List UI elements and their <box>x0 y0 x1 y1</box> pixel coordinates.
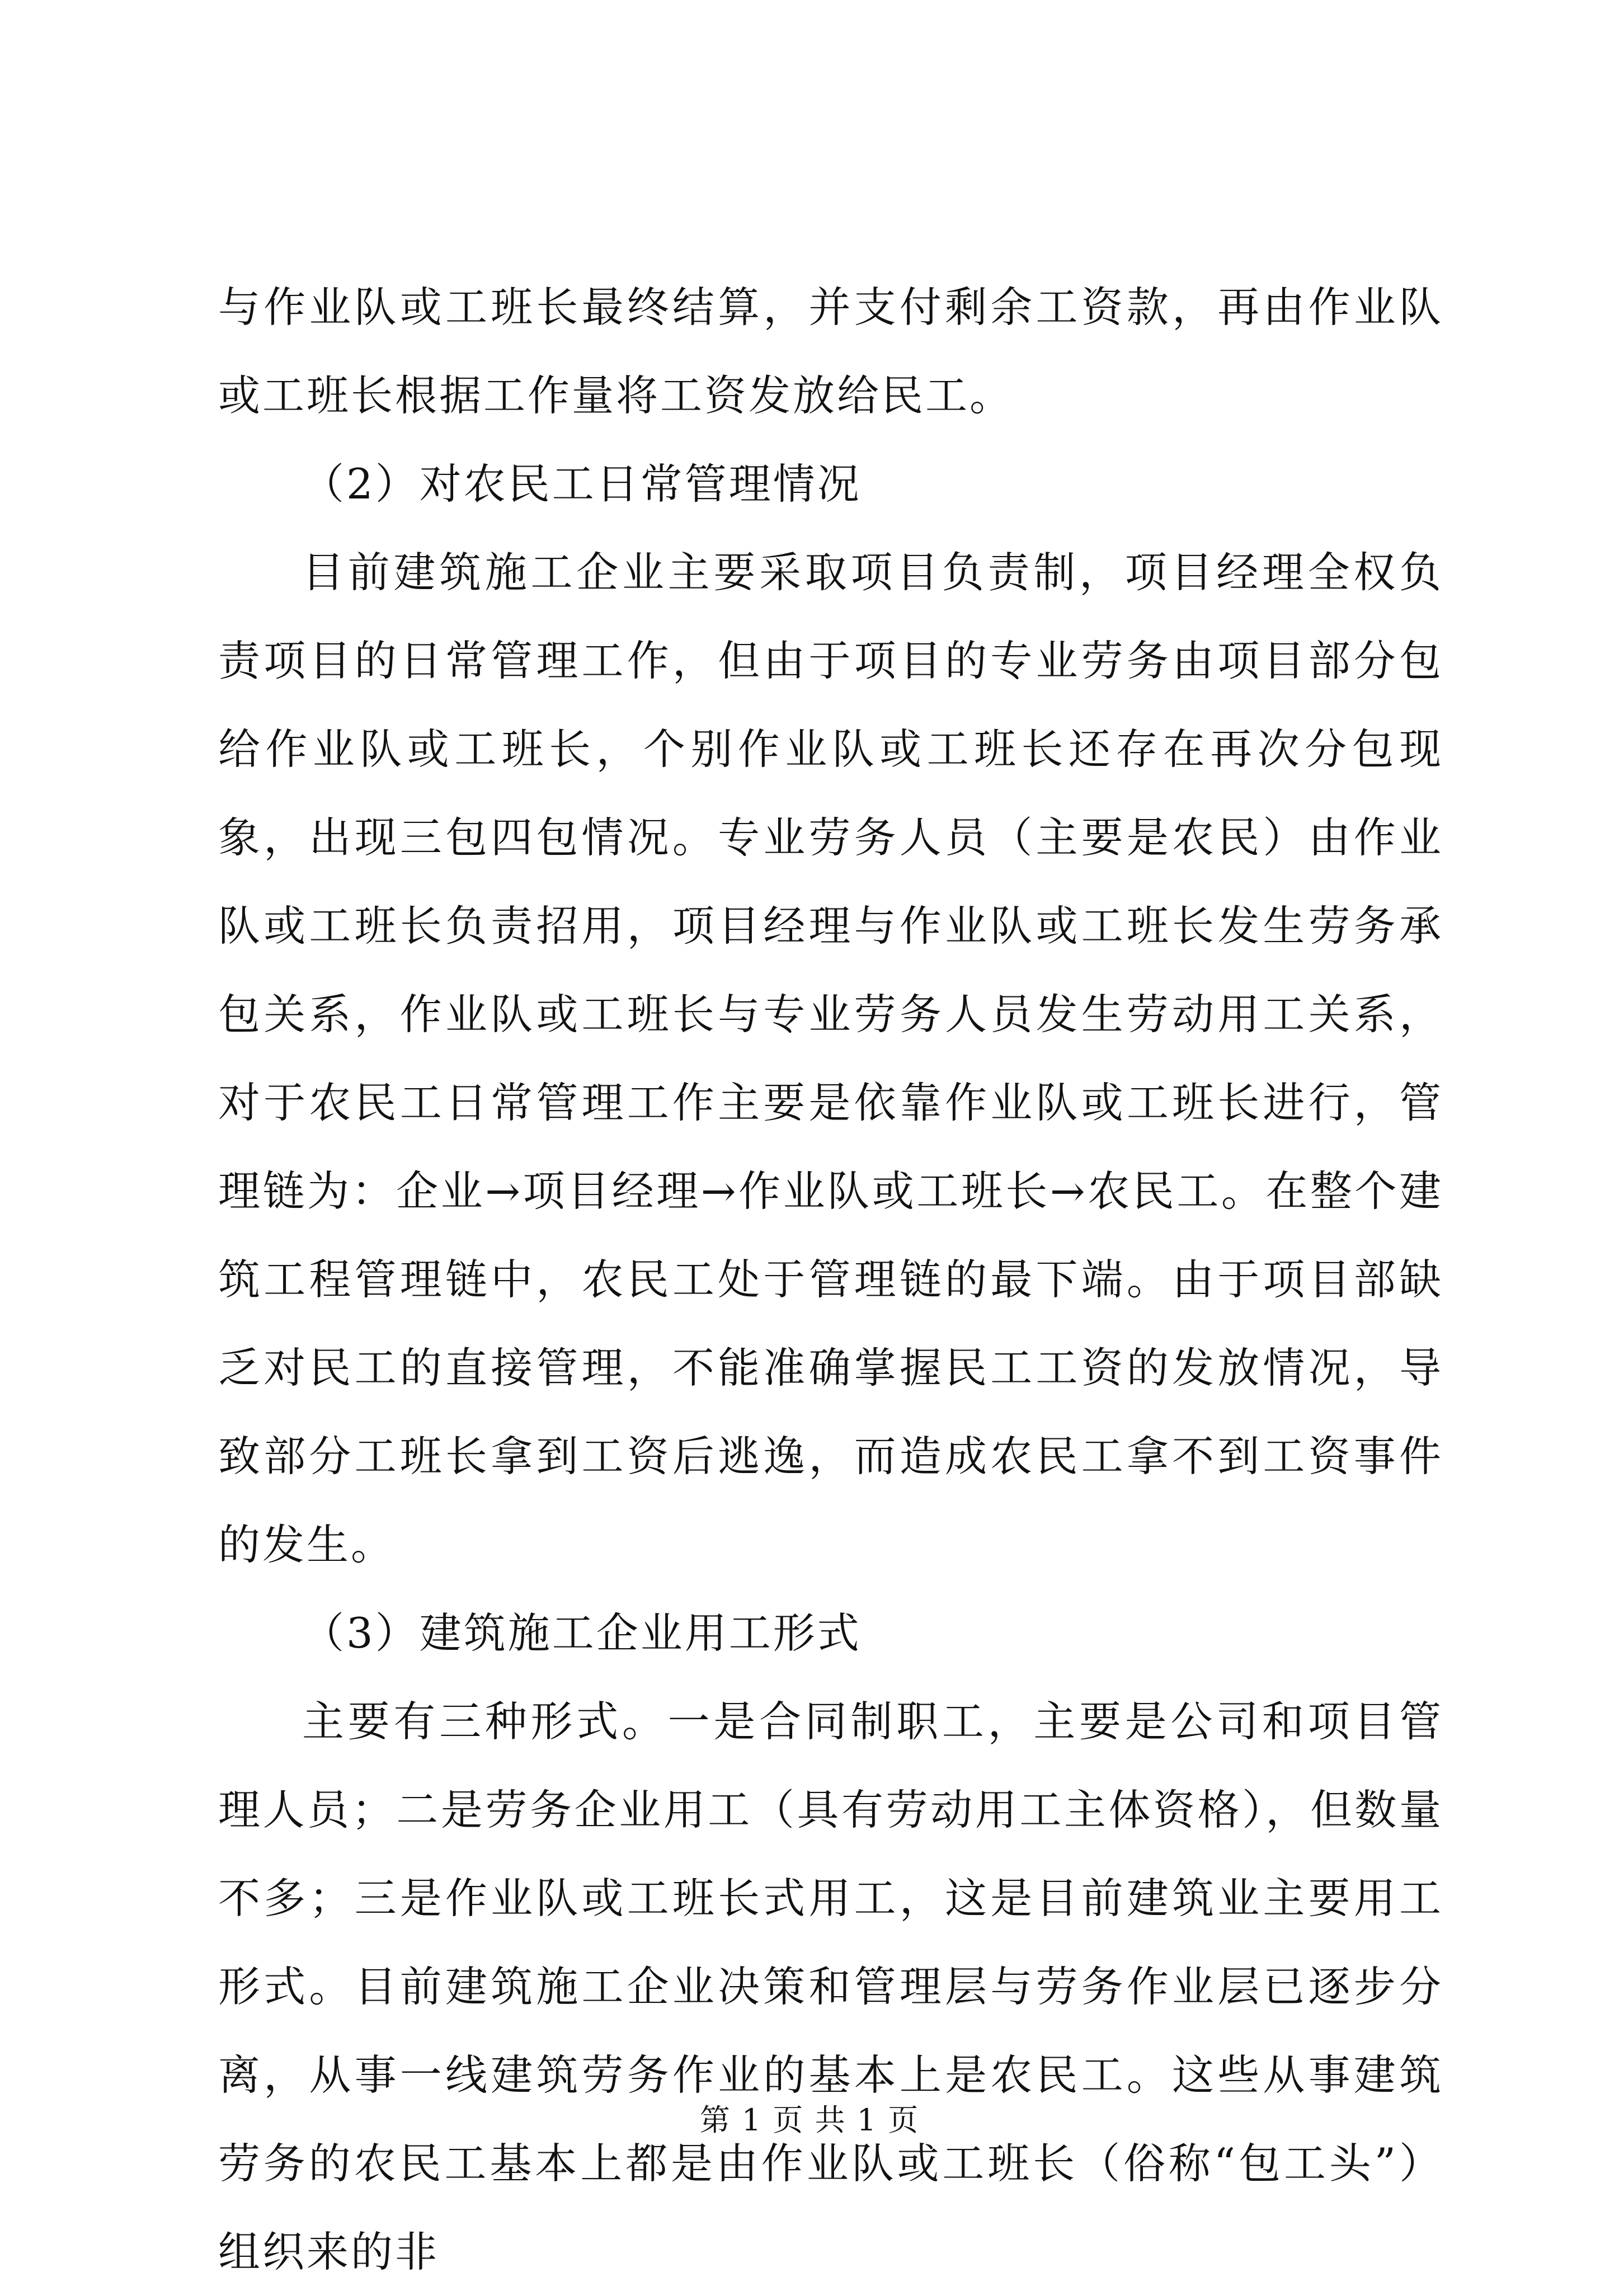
section-heading-3: （3）建筑施工企业用工形式 <box>302 1608 862 1658</box>
section-heading-2: （2）对农民工日常管理情况 <box>302 459 862 509</box>
page-number-label: 第 1 页 共 1 页 <box>699 2102 920 2138</box>
paragraph-employment-forms: 主要有三种形式。一是合同制职工，主要是公司和项目管理人员；二是劳务企业用工（具有劳动用工主体资格），但数量不多；三是作业队或工班长式用工，这是目前建筑业主要用工形式。目前建筑施工企业决策和管理层与劳务作业层已逐步分离，从事一线建筑劳务作业的基本上是农民工。这些从事建筑劳务的农民工基本上都是由作业队或工班长（俗称“包工头”）组织来的非 <box>218 1697 1443 2276</box>
paragraph-continuation: 与作业队或工班长最终结算，并支付剩余工资款，再由作业队或工班长根据工作量将工资发放给民工。 <box>218 283 1443 420</box>
page-footer <box>0 2101 1619 2140</box>
document-body <box>218 263 1443 2296</box>
paragraph-daily-management: 目前建筑施工企业主要采取项目负责制，项目经理全权负责项目的日常管理工作，但由于项目的专业劳务由项目部分包给作业队或工班长，个别作业队或工班长还存在再次分包现象，出现三包四包情况。专业劳务人员（主要是农民）由作业队或工班长负责招用，项目经理与作业队或工班长发生劳务承包关系，作业队或工班长与专业劳务人员发生劳动用工关系，对于农民工日常管理工作主要是依靠作业队或工班长进行，管理链为：企业→项目经理→作业队或工班长→农民工。在整个建筑工程管理链中，农民工处于管理链的最下端。由于项目部缺乏对民工的直接管理，不能准确掌握民工工资的发放情况，导致部分工班长拿到工资后逃逸，而造成农民工拿不到工资事件的发生。 <box>218 548 1443 1569</box>
